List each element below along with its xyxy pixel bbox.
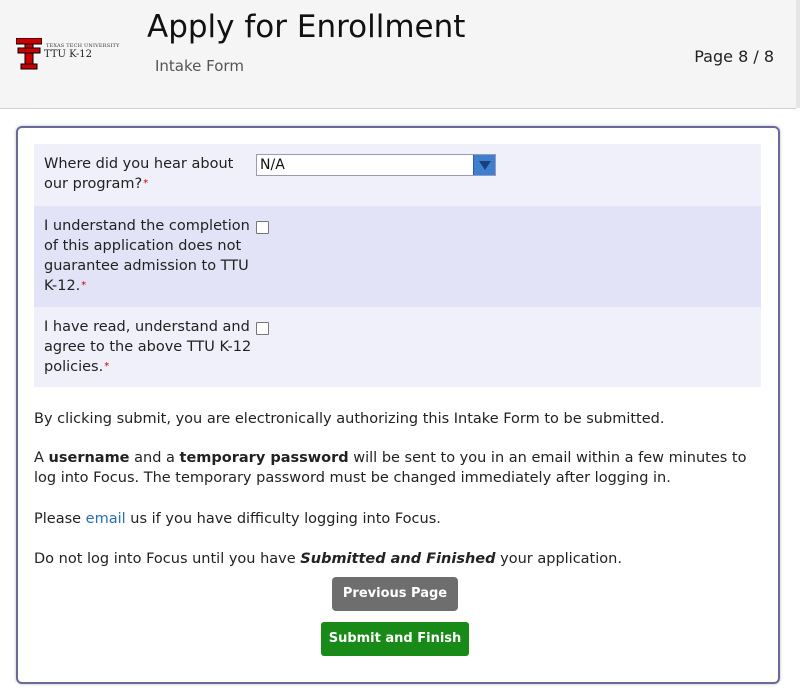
- required-marker: *: [81, 280, 87, 291]
- text-segment: Do not log into Focus until you have: [34, 551, 301, 567]
- submit-and-finish-button[interactable]: Submit and Finish: [321, 622, 469, 656]
- question-label: [44, 216, 254, 296]
- logo-text: TTU K-12: [44, 49, 92, 60]
- submit-authorization-text: By clicking submit, you are electronically authorizing this Intake Form to be submitted.: [34, 411, 665, 427]
- question-label: [44, 317, 254, 377]
- question-label: [44, 154, 254, 194]
- question-text: I understand the completion of this application does not guarantee admission to TTU K-12.: [44, 218, 250, 294]
- login-warning-text: [34, 549, 764, 569]
- logo-small-text: TEXAS TECH UNIVERSITY: [46, 43, 120, 49]
- text-segment: A: [34, 450, 49, 466]
- question-row-referral: [34, 144, 761, 206]
- admission-ack-checkbox[interactable]: [256, 221, 269, 234]
- referral-select-value: N/A: [260, 157, 285, 173]
- form-panel: [16, 126, 780, 684]
- submitted-finished-emphasis: Submitted and Finished: [300, 551, 496, 567]
- header-edge: [796, 0, 800, 108]
- contact-info-text: [34, 509, 764, 529]
- username-bold: username: [48, 450, 130, 466]
- text-segment: will be sent to you in an email within a few minutes to log into Focus. The temporary password must be changed immediately after logging in.: [34, 450, 747, 486]
- email-link[interactable]: email: [85, 511, 126, 527]
- page-header: [0, 0, 796, 109]
- question-text: I have read, understand and agree to the above TTU K-12 policies.: [44, 319, 252, 375]
- text-segment: and a: [129, 450, 180, 466]
- double-t-logo-icon: [16, 38, 42, 70]
- page-title: Apply for Enrollment: [147, 9, 466, 45]
- page-indicator: Page 8 / 8: [694, 47, 774, 66]
- select-dropdown-button[interactable]: [473, 155, 495, 175]
- credentials-info-text: [34, 448, 764, 488]
- question-text: Where did you hear about our program?: [44, 156, 234, 192]
- text-segment: your application.: [495, 551, 622, 567]
- required-marker: *: [143, 178, 149, 189]
- text-segment: us if you have difficulty logging into Focus.: [125, 511, 441, 527]
- chevron-down-icon: [479, 161, 491, 170]
- page-subtitle: Intake Form: [155, 57, 244, 75]
- text-segment: Please: [34, 511, 86, 527]
- policies-ack-checkbox[interactable]: [256, 322, 269, 335]
- required-marker: *: [104, 361, 110, 372]
- referral-select[interactable]: [256, 154, 496, 176]
- question-row-policies-ack: [34, 307, 761, 387]
- ttu-k12-logo: [16, 38, 120, 70]
- previous-page-button[interactable]: Previous Page: [332, 577, 458, 611]
- question-row-admission-ack: [34, 206, 761, 307]
- temporary-password-bold: temporary password: [179, 450, 349, 466]
